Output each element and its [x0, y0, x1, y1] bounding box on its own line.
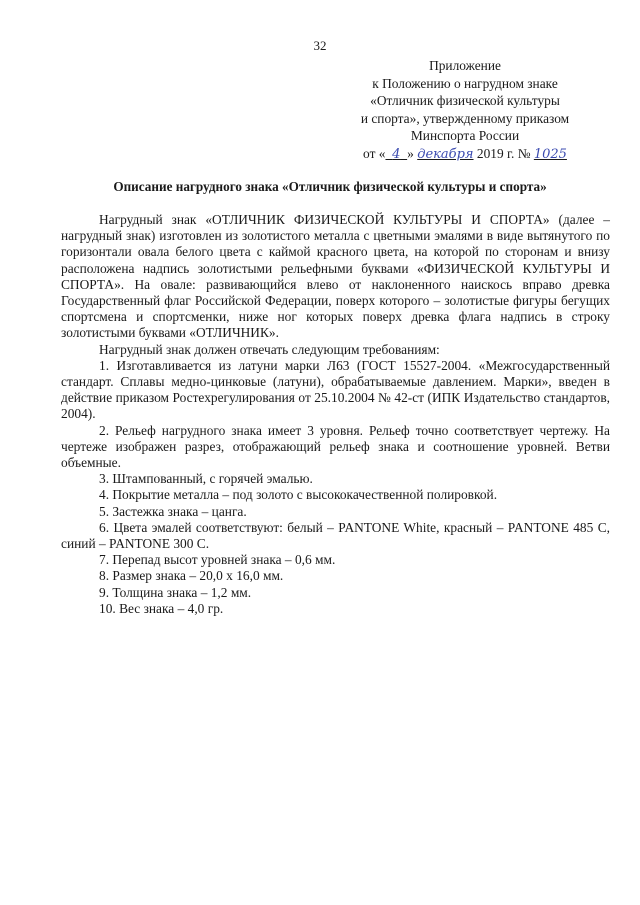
order-number-field — [534, 146, 567, 161]
paragraph-description: Нагрудный знак «ОТЛИЧНИК ФИЗИЧЕСКОЙ КУЛЬТУРЫ И СПОРТА» (далее – нагрудный знак) изготовлен из золотистого металла с цветными эмалями в виде вытянутого по горизонтали овала белого цвета с каймой красного цвета, на которой по сторонам и внизу расположена надпись золотистыми рельефными буквами «ФИЗИЧЕСКОЙ КУЛЬТУРЫ И СПОРТА». На овале: развивающийся влево от наклоненного наискось вправо древка Государственный флаг Российской Федерации, поверх которого – золотистые фигуры бегущих спортсмена и спортсменки, ниже ног которых поверх древка флага надпись в строку золотистыми буквами «ОТЛИЧНИК». — [61, 212, 610, 341]
appendix-date-line — [340, 145, 590, 164]
appendix-block — [340, 57, 590, 164]
date-day-handwritten: 4 — [392, 146, 401, 162]
requirement-item: 3. Штампованный, с горячей эмалью. — [99, 471, 313, 487]
document-body — [61, 212, 610, 617]
appendix-line-4: и спорта», утвержденному приказом — [360, 110, 570, 126]
appendix-line-5: Минспорта России — [410, 128, 520, 144]
date-month-field — [417, 146, 473, 161]
paragraph-requirements-intro: Нагрудный знак должен отвечать следующим требованиям: — [99, 341, 440, 357]
requirement-item: 2. Рельеф нагрудного знака имеет 3 уровня. Рельеф точно соответствует чертежу. На чертеже изображен разрез, отображающий рельеф знака и соотношение уровней. Ветви объемные. — [61, 422, 610, 471]
requirement-item: 9. Толщина знака – 1,2 мм. — [99, 584, 252, 600]
requirement-item: 4. Покрытие металла – под золото с высококачественной полировкой. — [99, 487, 498, 503]
document-title: Описание нагрудного знака «Отличник физической культуры и спорта» — [113, 179, 547, 194]
page-number: 32 — [313, 38, 327, 53]
appendix-line-3: «Отличник физической культуры — [370, 93, 560, 109]
requirement-item: 8. Размер знака – 20,0 х 16,0 мм. — [99, 568, 284, 584]
date-day-field — [385, 146, 407, 161]
appendix-line-1: Приложение — [429, 58, 501, 73]
requirement-item: 5. Застежка знака – цанга. — [99, 503, 247, 519]
date-prefix: от « — [363, 145, 386, 161]
order-number-handwritten: 1025 — [533, 146, 567, 162]
requirement-item: 7. Перепад высот уровней знака – 0,6 мм. — [99, 552, 336, 568]
date-month-handwritten: декабря — [417, 146, 474, 162]
requirement-item: 1. Изготавливается из латуни марки Л63 (ГОСТ 15527-2004. «Межгосударственный стандарт. Сплавы медно-цинковые (латуни), обрабатываемые давлением. Марки», введен в действие приказом Ростехрегулирования от 25.10.2004 № 42-ст (ИПК Издательство стандартов, 2004). — [61, 357, 610, 422]
requirement-item: 10. Вес знака – 4,0 гр. — [99, 600, 224, 616]
appendix-line-2: к Положению о нагрудном знаке — [372, 75, 558, 91]
date-mid: » — [407, 145, 414, 161]
date-year: 2019 г. № — [476, 145, 531, 161]
requirement-item: 6. Цвета эмалей соответствуют: белый – PANTONE White, красный – PANTONE 485 C, синий – PANTONE 300 C. — [61, 519, 610, 552]
